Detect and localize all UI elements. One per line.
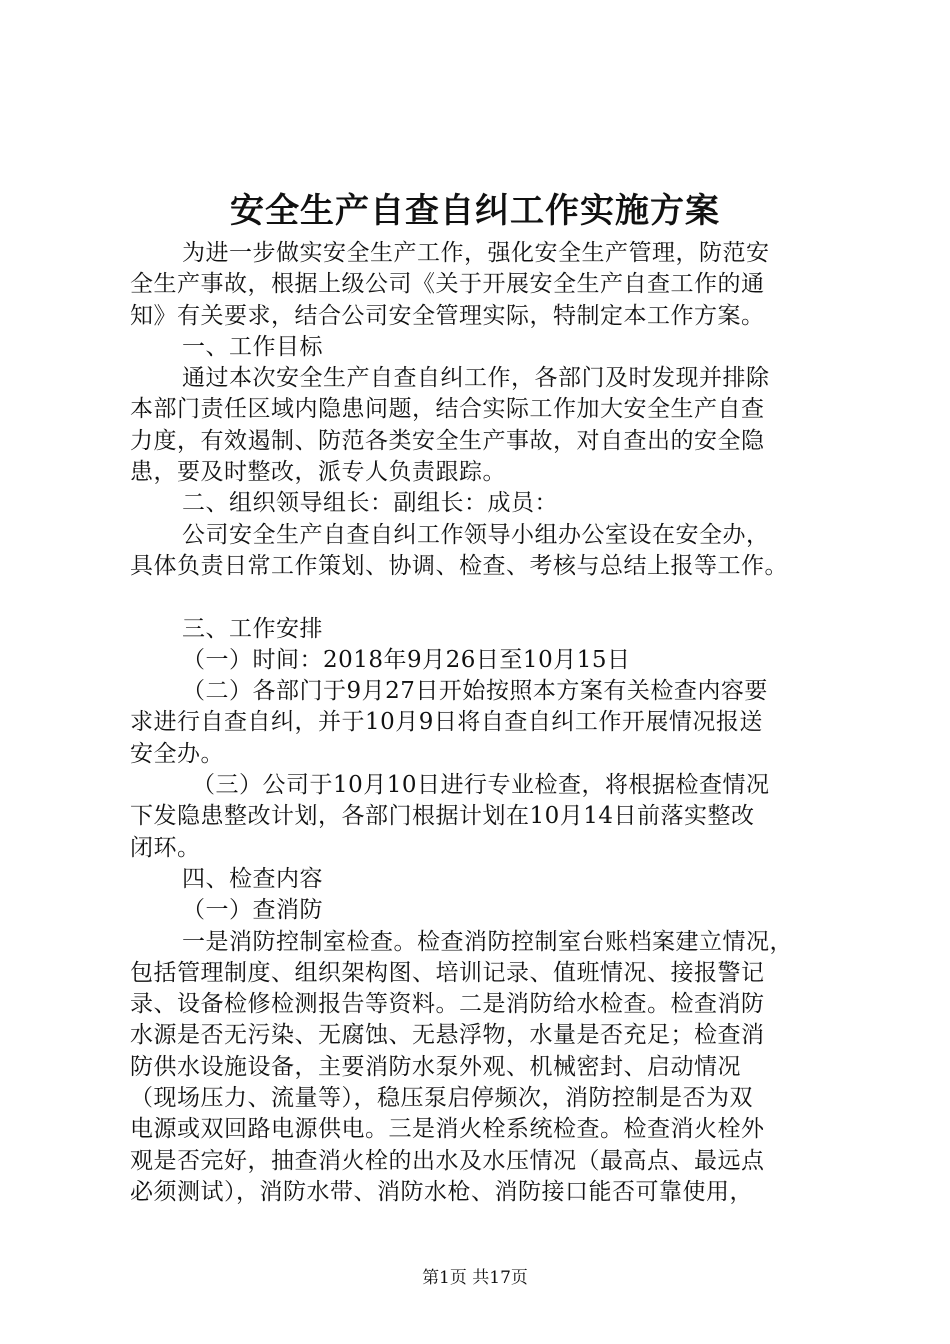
body-line: 安全办。 xyxy=(130,740,224,767)
page-number: 第1页 共17页 xyxy=(422,1268,528,1288)
body-line: 一是消防控制室检查。检查消防控制室台账档案建立情况， xyxy=(182,928,793,955)
body-line: 录、设备检修检测报告等资料。二是消防给水检查。检查消防 xyxy=(130,991,765,1018)
body-line: 水源是否无污染、无腐蚀、无悬浮物，水量是否充足；检查消 xyxy=(130,1022,765,1049)
body-line: 四、检查内容 xyxy=(182,865,323,892)
blank-line xyxy=(130,582,850,613)
body-line: 力度，有效遏制、防范各类安全生产事故，对自查出的安全隐 xyxy=(130,427,765,454)
body-line: 下发隐患整改计划，各部门根据计划在10月14日前落实整改 xyxy=(130,803,755,830)
body-line: 观是否完好，抽查消火栓的出水及水压情况（最高点、最远点 xyxy=(130,1147,765,1174)
body-line: 包括管理制度、组织架构图、培训记录、值班情况、接报警记 xyxy=(130,959,765,986)
document-body xyxy=(130,238,850,1208)
document-title: 安全生产自查自纠工作实施方案 xyxy=(230,191,720,231)
body-line: 患，要及时整改，派专人负责跟踪。 xyxy=(130,459,506,486)
body-line: 一、工作目标 xyxy=(182,333,323,360)
body-line: 为进一步做实安全生产工作，强化安全生产管理，防范安 xyxy=(182,240,770,266)
body-line: 必须测试），消防水带、消防水枪、消防接口能否可靠使用， xyxy=(130,1178,753,1205)
body-line: 具体负责日常工作策划、协调、检查、考核与总结上报等工作。 xyxy=(130,552,788,579)
body-line: （一）查消防 xyxy=(182,897,323,924)
body-line: 三、工作安排 xyxy=(182,615,323,642)
body-line: （一）时间：2018年9月26日至10月15日 xyxy=(182,646,631,673)
body-line: 求进行自查自纠，并于10月9日将自查自纠工作开展情况报送 xyxy=(130,709,763,736)
body-line: 全生产事故，根据上级公司《关于开展安全生产自查工作的通 xyxy=(130,271,765,298)
body-line: 二、组织领导组长：副组长：成员： xyxy=(182,490,558,517)
body-line: （现场压力、流量等），稳压泵启停频次，消防控制是否为双 xyxy=(130,1085,753,1112)
body-line: 通过本次安全生产自查自纠工作，各部门及时发现并排除 xyxy=(182,365,770,392)
body-line: 防供水设施设备，主要消防水泵外观、机械密封、启动情况 xyxy=(130,1053,741,1080)
body-line: 电源或双回路电源供电。三是消火栓系统检查。检查消火栓外 xyxy=(130,1116,765,1143)
body-line: 知》有关要求，结合公司安全管理实际，特制定本工作方案。 xyxy=(130,302,765,329)
body-line: 闭环。 xyxy=(130,834,201,861)
body-line: （三）公司于10月10日进行专业检查，将根据检查情况 xyxy=(192,772,770,799)
body-line: 公司安全生产自查自纠工作领导小组办公室设在安全办， xyxy=(182,521,770,548)
body-line: 本部门责任区域内隐患问题，结合实际工作加大安全生产自查 xyxy=(130,396,765,423)
body-line: （二）各部门于9月27日开始按照本方案有关检查内容要 xyxy=(182,678,768,705)
